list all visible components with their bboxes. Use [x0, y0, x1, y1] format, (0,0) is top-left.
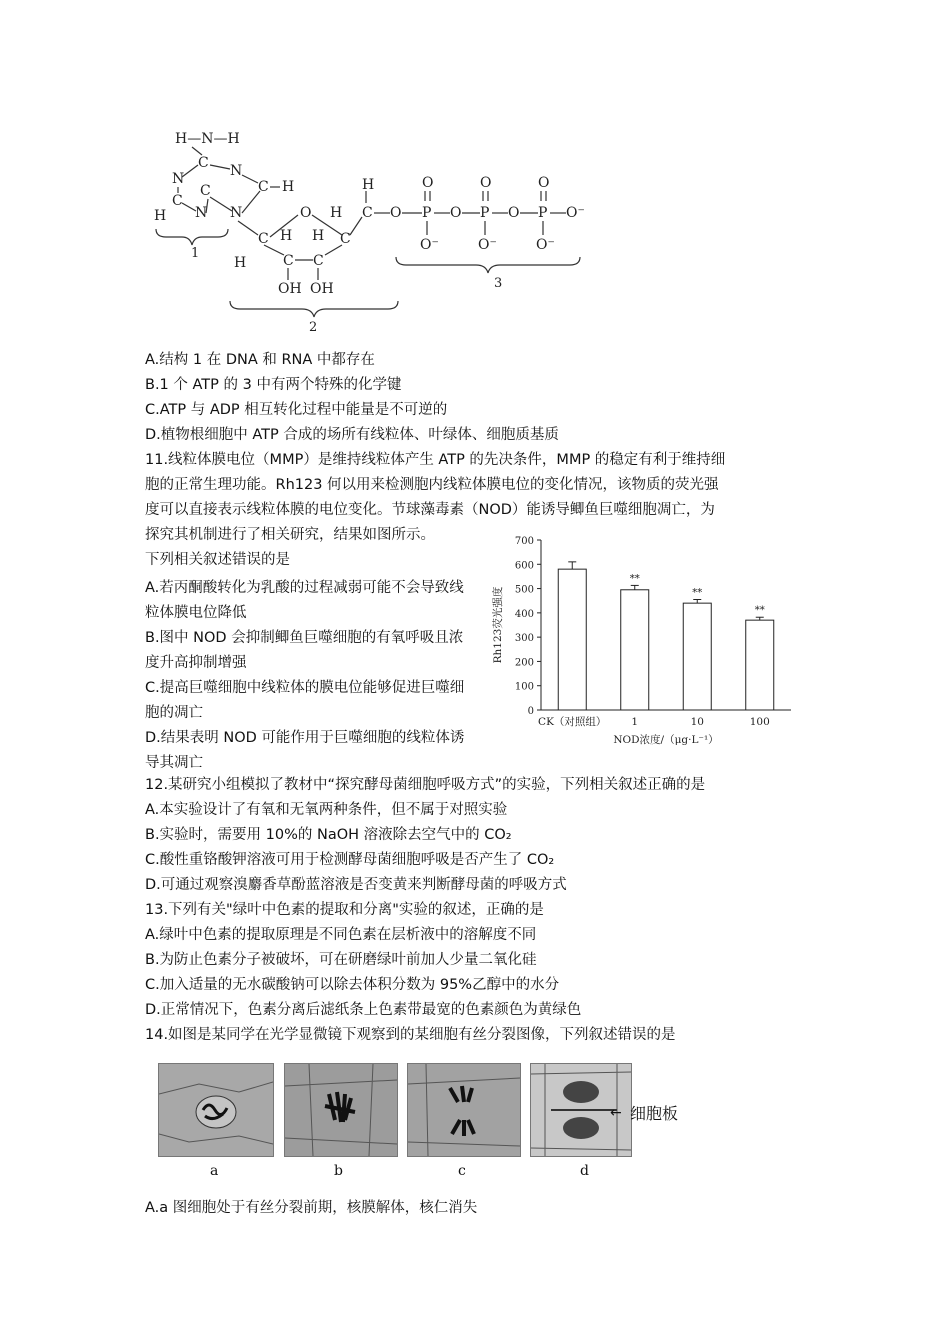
x-axis-title: NOD浓度/（μg·L⁻¹） [613, 734, 719, 746]
q14-option-a: A.a 图细胞处于有丝分裂前期，核膜解体，核仁消失 [145, 1200, 478, 1216]
atom-c4: C [200, 183, 211, 199]
atom-o-bottom-alpha: O⁻ [420, 237, 439, 253]
rh123-bar-chart [485, 530, 795, 755]
atom-p-alpha: P [422, 205, 432, 221]
atom-ring-o: O [300, 205, 312, 221]
y-tick-label: 400 [514, 608, 534, 620]
y-tick-label: 700 [514, 536, 534, 547]
atom-h5p: H [330, 205, 343, 221]
bar [621, 590, 649, 710]
atom-c6: C [198, 155, 209, 171]
atom-oh3: OH [310, 281, 334, 297]
atom-o-top-gamma: O [538, 175, 550, 191]
atom-h1p: H [234, 255, 247, 271]
atom-h2: H [154, 208, 167, 224]
q10-option-d: D.植物根细胞中 ATP 合成的场所有线粒体、叶绿体、细胞质基质 [145, 427, 559, 443]
y-tick-label: 500 [514, 584, 534, 596]
atom-n3: N [195, 205, 208, 221]
brace-2 [230, 301, 398, 317]
q11-stem-line-5: 下列相关叙述错误的是 [145, 552, 290, 568]
brace-3 [396, 257, 580, 273]
q11-option-c: C.提高巨噬细胞中线粒体的膜电位能够促进巨噬细胞的凋亡 [145, 680, 465, 721]
y-tick-label: 100 [514, 681, 534, 693]
q10-option-a: A.结构 1 在 DNA 和 RNA 中都存在 [145, 352, 375, 368]
brace-label-3: 3 [494, 276, 503, 291]
mitosis-photo-b [284, 1063, 398, 1157]
cell-plate-annotation: 细胞板 [630, 1104, 679, 1123]
x-tick-label: 100 [749, 716, 770, 728]
q10-option-c: C.ATP 与 ADP 相互转化过程中能量是不可逆的 [145, 402, 448, 418]
q11-stem-line-4: 探究其机制进行了相关研究，结果如图所示。 [145, 527, 435, 543]
atom-n1: N [172, 171, 185, 187]
atom-o-terminal: O⁻ [566, 205, 585, 221]
q13-option-d: D.正常情况下，色素分离后滤纸条上色素带最宽的色素颜色为黄绿色 [145, 1002, 582, 1018]
x-tick-label: 10 [690, 716, 704, 728]
atom-c8: C [258, 179, 269, 195]
q10-option-b: B.1 个 ATP 的 3 中有两个特殊的化学键 [145, 377, 402, 393]
atom-c2: C [172, 193, 183, 209]
q13-option-b: B.为防止色素分子被破坏，可在研磨绿叶前加人少量二氧化硅 [145, 952, 537, 968]
brace-label-1: 1 [191, 246, 200, 261]
significance-label: ** [692, 587, 703, 599]
bar [683, 603, 711, 710]
q14-stem: 14.如图是某同学在光学显微镜下观察到的某细胞有丝分裂图像，下列叙述错误的是 [145, 1027, 676, 1043]
brace-label-2: 2 [309, 320, 318, 335]
atom-c3p: C [313, 253, 324, 269]
photo-label-b: b [334, 1163, 343, 1179]
significance-label: ** [754, 605, 765, 617]
atom-o-ester: O [390, 205, 402, 221]
cell-plate-arrow-icon: ← [610, 1105, 622, 1121]
atom-o-top-beta: O [480, 175, 492, 191]
atom-p-gamma: P [538, 205, 548, 221]
atp-structure-figure [150, 125, 600, 335]
x-tick-label: 1 [631, 716, 639, 728]
q11-option-a: A.若丙酮酸转化为乳酸的过程减弱可能不会导致线粒体膜电位降低 [145, 580, 464, 621]
atom-c2p: C [283, 253, 294, 269]
q11-stem-line-2: 胞的正常生理功能。Rh123 何以用来检测胞内线粒体膜电位的变化情况，该物质的荧光强 [145, 477, 719, 493]
atom-o-bridge1: O [450, 205, 462, 221]
q11-stem-line-3: 度可以直接表示线粒体膜的电位变化。节球藻毒素（NOD）能诱导鲫鱼巨噬细胞凋亡，为 [145, 502, 715, 518]
significance-label: ** [629, 573, 640, 585]
atom-h3p: H [312, 228, 325, 244]
atom-n7: N [230, 163, 243, 179]
q12-option-c: C.酸性重铬酸钾溶液可用于检测酵母菌细胞呼吸是否产生了 CO₂ [145, 852, 555, 868]
q11-option-d: D.结果表明 NOD 可能作用于巨噬细胞的线粒体诱导其凋亡 [145, 730, 465, 771]
bar [746, 620, 774, 710]
atom-c5p: C [362, 205, 373, 221]
y-axis-title: Rh123荧光强度 [492, 586, 504, 664]
bar [558, 569, 586, 710]
photo-label-d: d [580, 1163, 589, 1179]
atom-p-beta: P [480, 205, 490, 221]
photo-label-a: a [210, 1163, 219, 1179]
photo-label-c: c [458, 1163, 466, 1179]
y-tick-label: 0 [527, 706, 534, 717]
q13-option-a: A.绿叶中色素的提取原理是不同色素在层析液中的溶解度不同 [145, 927, 537, 943]
atom-o-bridge2: O [508, 205, 520, 221]
q12-option-b: B.实验时，需要用 10%的 NaOH 溶液除去空气中的 CO₂ [145, 827, 512, 843]
y-tick-label: 600 [514, 560, 534, 572]
q12-stem: 12.某研究小组模拟了教材中“探究酵母菌细胞呼吸方式”的实验，下列相关叙述正确的是 [145, 777, 706, 793]
q13-option-c: C.加入适量的无水碳酸钠可以除去体积分数为 95%乙醇中的水分 [145, 977, 560, 993]
atom-c4p: C [340, 231, 351, 247]
atom-o-bottom-beta: O⁻ [478, 237, 497, 253]
atom-oh2: OH [278, 281, 302, 297]
q11-stem-line-1: 11.线粒体膜电位（MMP）是维持线粒体产生 ATP 的先决条件，MMP 的稳定有利于维持细 [145, 452, 726, 468]
atom-o-top-alpha: O [422, 175, 434, 191]
atom-n9: N [230, 205, 243, 221]
brace-1 [156, 229, 228, 245]
atom-h5p-top: H [362, 177, 375, 193]
q13-stem: 13.下列有关"绿叶中色素的提取和分离"实验的叙述，正确的是 [145, 902, 544, 918]
x-tick-label: CK（对照组） [538, 716, 607, 728]
q11-option-b: B.图中 NOD 会抑制鲫鱼巨噬细胞的有氧呼吸且浓度升高抑制增强 [145, 630, 464, 671]
atom-h2p: H [280, 228, 293, 244]
y-tick-label: 200 [514, 657, 534, 669]
mitosis-photo-c [407, 1063, 521, 1157]
atom-amine: H—N—H [175, 131, 240, 147]
atom-h8: H [282, 179, 295, 195]
y-tick-label: 300 [514, 633, 534, 645]
atom-o-bottom-gamma: O⁻ [536, 237, 555, 253]
atom-c1p: C [258, 231, 269, 247]
q12-option-a: A.本实验设计了有氧和无氧两种条件，但不属于对照实验 [145, 802, 508, 818]
q12-option-d: D.可通过观察溴麝香草酚蓝溶液是否变黄来判断酵母菌的呼吸方式 [145, 877, 567, 893]
mitosis-photo-a [158, 1063, 274, 1157]
